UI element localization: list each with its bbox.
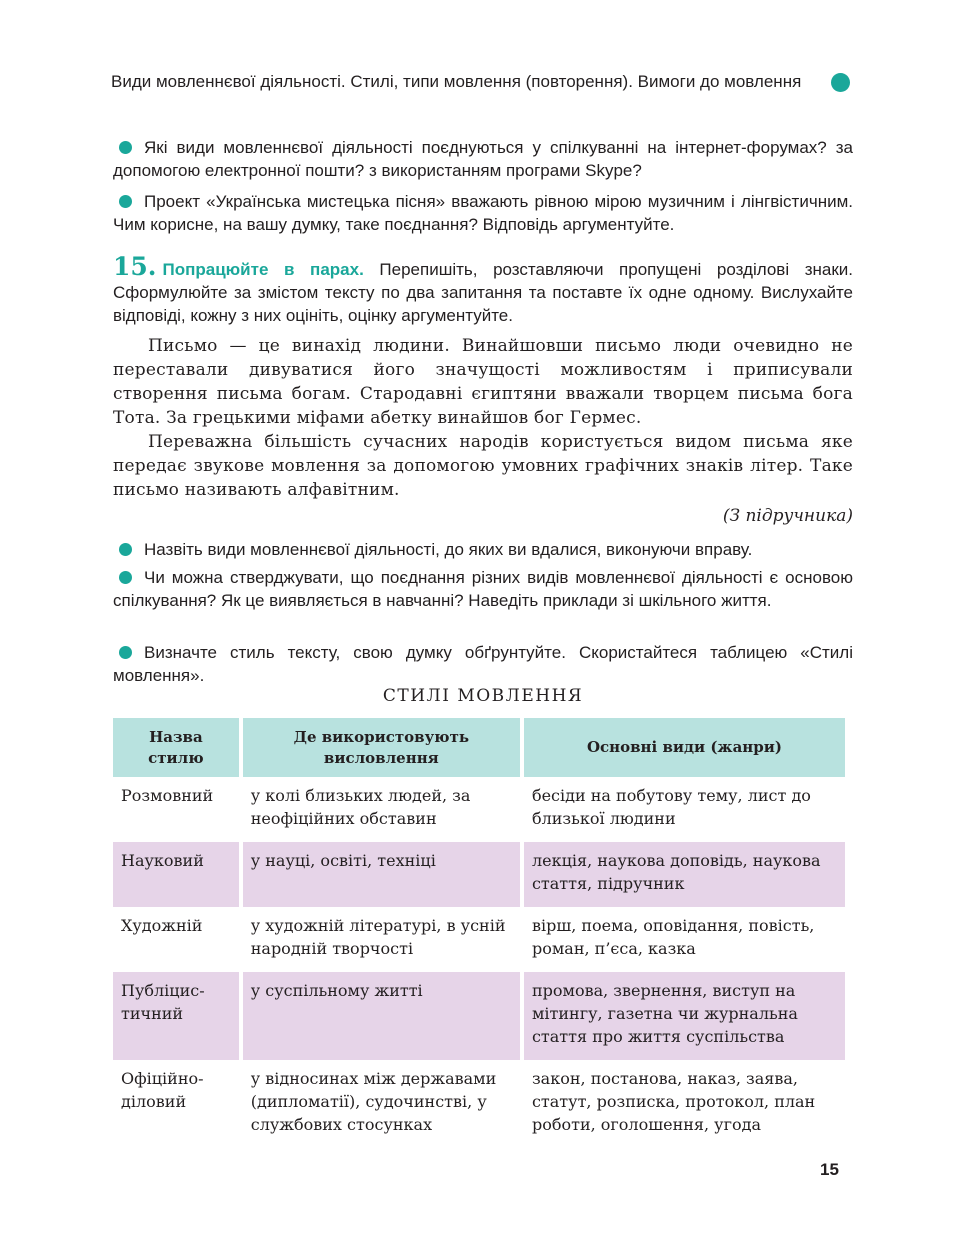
exercise-number: 15. [113,252,157,281]
table-row [113,907,845,972]
bullet-icon [119,571,132,584]
table-row [113,972,845,1060]
header-usage: Де використовують висловлення [243,718,520,777]
usage-cell: у науці, освіті, техніці [243,842,520,907]
question-3: Назвіть види мовленнєвої діяльності, до яких ви вдалися, виконуючи вправу. [113,538,853,561]
question-5: Визначте стиль тексту, свою думку обґрунтуйте. Скористайтеся таблицею «Стилі мовлення». [113,643,853,685]
usage-cell: у суспільному житті [243,972,520,1060]
question-4: Чи можна стверджувати, що поєднання різних видів мовленнєвої діяльності є основою спілкування? Як це виявляється в навчанні? Наведіть приклади зі шкільного життя. [113,568,853,610]
bullet-icon [119,543,132,556]
genres-cell: промова, звернення, виступ на мітингу, газетна чи журнальна стаття про життя суспільства [524,972,845,1060]
style-name-cell: Художній [121,916,203,935]
genres-cell: вірш, поема, оповідання, повість, роман, п’єса, казка [531,916,815,958]
exercise-title: Попрацюйте в парах. [162,260,364,279]
table-row [113,842,845,907]
table-header-row [113,718,845,777]
bullet-icon [119,195,132,208]
header-marker-dot [831,73,850,92]
usage-cell: у відносинах між державами (дипломатії), судочинстві, у службових стосунках [250,1069,497,1134]
exercise-instruction: 15. Попрацюйте в парах. Перепишіть, розставляючи пропущені розділові знаки. Сформулюйте за змістом тексту по два запитання та поставте їх одне одному. Вислухайте відповіді, кожну з них оцініть, оцінку аргументуйте. [113,252,853,325]
exercise-text-paragraph-2: Переважна більшість сучасних народів користується видом письма яке передає звукове мовлення за допомогою умовних графічних знаків літер. Таке письмо називають алфавітним. [113,432,853,500]
question-1: Які види мовленнєвої діяльності поєднуються у спілкуванні на інтернет-форумах? за допомогою електронної пошти? з використанням програми Skype? [113,138,853,180]
header-style-name: Назва стилю [113,718,239,777]
style-name-cell: Науковий [113,842,239,907]
genres-cell: бесіди на побутову тему, лист до близької людини [531,786,811,828]
text-source: (З підручника) [722,506,853,526]
question-2: Проект «Українська мистецька пісня» вважають рівною мірою музичним і лінгвістичним. Чим корисне, на вашу думку, таке поєднання? Відповідь аргументуйте. [113,192,853,234]
bullet-icon [119,141,132,154]
running-header: Види мовленнєвої діяльності. Стилі, типи мовлення (повторення). Вимоги до мовлення [111,72,802,91]
table-row [113,1060,845,1148]
style-name-cell: Публіцистичний [113,972,239,1060]
style-name-cell: Офіційно-діловий [121,1069,204,1111]
table-title: СТИЛІ МОВЛЕННЯ [382,686,584,706]
genres-cell: закон, постанова, наказ, заява, статут, розписка, протокол, план роботи, оголошення, угода [531,1069,816,1134]
usage-cell: у художній літературі, в усній народній творчості [250,916,506,958]
style-name-cell: Розмовний [121,786,214,805]
bullet-icon [119,646,132,659]
exercise-text-paragraph-1: Письмо — це винахід людини. Винайшовши письмо люди очевидно не переставали дивуватися його значущості можливостям і приписували створення письма богам. Стародавні єгиптяни вважали творцем письма бога Тота. За грецькими міфами абетку винайшов бог Гермес. [113,336,853,428]
usage-cell: у колі близьких людей, за неофіційних обставин [250,786,471,828]
page-number: 15 [820,1160,839,1179]
header-genres: Основні види (жанри) [524,718,845,777]
table-row [113,777,845,842]
styles-table [109,718,849,1148]
genres-cell: лекція, наукова доповідь, наукова стаття, підручник [524,842,845,907]
